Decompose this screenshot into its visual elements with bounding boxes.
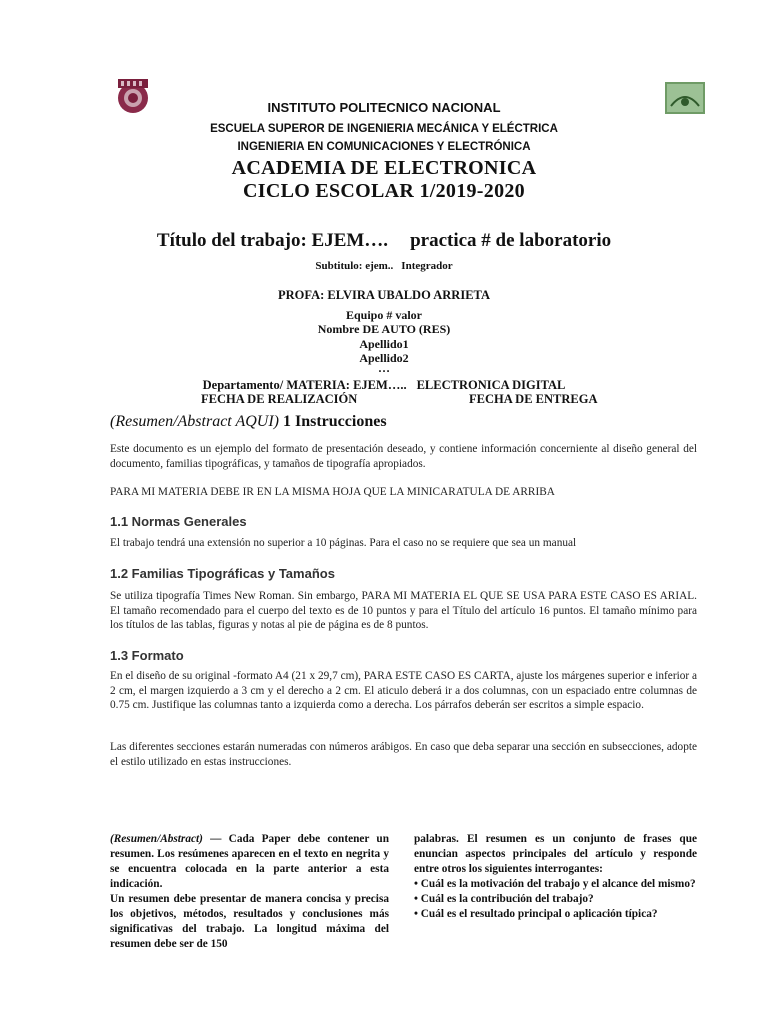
author-name: Nombre DE AUTO (RES) — [317, 322, 451, 336]
question-bullet-1: • Cuál es la motivación del trabajo y el alcance del mismo? — [414, 878, 696, 890]
subtitle-left: Subtitulo: ejem.. — [315, 260, 394, 272]
abstract-placeholder: (Resumen/Abstract AQUI) — [110, 413, 279, 430]
team-number: Equipo # valor — [345, 308, 423, 322]
school-name: ESCUELA SUPEROR DE INGENIERIA MECÁNICA Y ELÉCTRICA — [210, 123, 558, 135]
abstract-lead: (Resumen/Abstract) — [110, 833, 203, 845]
normas-paragraph: El trabajo tendrá una extensión no superior a 10 páginas. Para el caso no se requiere que sea un manual — [110, 537, 577, 549]
materia-note: PARA MI MATERIA DEBE IR EN LA MISMA HOJA QUE LA MINICARATULA DE ARRIBA — [110, 486, 555, 498]
heading-formato: 1.3 Formato — [110, 648, 184, 663]
date-due-label: FECHA DE ENTREGA — [469, 392, 598, 406]
abstract-text-right: palabras. El resumen es un conjunto de frases que enuncian aspectos principales del artículo y responde entre otros los siguientes interrogantes: — [414, 833, 697, 875]
work-title-left: Título del trabajo: EJEM…. — [156, 230, 389, 251]
heading-normas: 1.1 Normas Generales — [110, 514, 247, 529]
question-bullet-3: • Cuál es el resultado principal o aplicación típica? — [414, 908, 658, 920]
program-name: INGENIERIA EN COMUNICACIONES Y ELECTRÓNICA — [237, 141, 531, 153]
section-instructions-heading — [110, 413, 387, 431]
work-subtitle — [0, 260, 768, 272]
work-title-right: practica # de laboratorio — [410, 230, 612, 251]
familias-paragraph: Se utiliza tipografía Times New Roman. Sin embargo, PARA MI MATERIA EL QUE SE USA PARA ESTE CASO ES ARIAL. El tamaño recomendado para el cuerpo del texto es de 10 puntos y para el Título del artículo 16 puntos. El tamaño mínimo para los títulos de las tablas, figuras y notas al pie de página es de 8 puntos. — [110, 590, 697, 631]
academy-name: ACADEMIA DE ELECTRONICA — [231, 157, 537, 179]
department-left: Departamento/ MATERIA: EJEM….. — [202, 378, 407, 392]
intro-paragraph: Este documento es un ejemplo del formato de presentación deseado, y contiene información concerniente al diseño general del documento, familias tipográficas, y tamaños de tipografía apropiados. — [110, 443, 697, 470]
abstract-text-2: Un resumen debe presentar de manera concisa y precisa los objetivos, métodos, resultados y conclusiones más significativas del trabajo. La longitud máxima del resumen debe ser de 150 — [110, 893, 389, 950]
department-right: ELECTRONICA DIGITAL — [416, 378, 566, 392]
surname-1: Apellido1 — [359, 337, 409, 351]
question-bullet-2: • Cuál es la contribución del trabajo? — [414, 893, 594, 905]
professor-name: PROFA: ELVIRA UBALDO ARRIETA — [278, 288, 490, 302]
department-line — [0, 378, 768, 393]
subtitle-right: Integrador — [401, 260, 453, 272]
school-cycle: CICLO ESCOLAR 1/2019-2020 — [243, 180, 525, 202]
surname-2: Apellido2 — [359, 351, 409, 365]
abstract-text-1: — Cada Paper debe contener un resumen. Los resúmenes aparecen en el texto en negrita y se encuentra colocada en la parte anterior a esta indicación. — [110, 833, 389, 890]
abstract-column-left — [110, 832, 389, 952]
secciones-paragraph: Las diferentes secciones estarán numeradas con números arábigos. En caso que deba separar una sección en subsecciones, adopte el estilo utilizado en estas instrucciones. — [110, 741, 697, 768]
date-done-label: FECHA DE REALIZACIÓN — [201, 392, 358, 406]
work-title — [0, 230, 768, 252]
instructions-title: 1 Instrucciones — [283, 413, 387, 430]
ellipsis: … — [378, 361, 390, 375]
abstract-column-right — [414, 832, 697, 922]
formato-paragraph: En el diseño de su original -formato A4 (21 x 29,7 cm), PARA ESTE CASO ES CARTA, ajuste los márgenes superior e inferior a 2 cm, el margen izquierdo a 3 cm y el derecho a 2 cm. El aticulo deberá ir a dos columnas, con un espaciado entre columnas de 0.75 cm. Justifique las columnas tanto a izquierda como a derecha. Los párrafos deberán ser escritos a simple espacio. — [110, 670, 697, 711]
heading-familias: 1.2 Familias Tipográficas y Tamaños — [110, 566, 335, 581]
institute-name: INSTITUTO POLITECNICO NACIONAL — [267, 100, 501, 115]
